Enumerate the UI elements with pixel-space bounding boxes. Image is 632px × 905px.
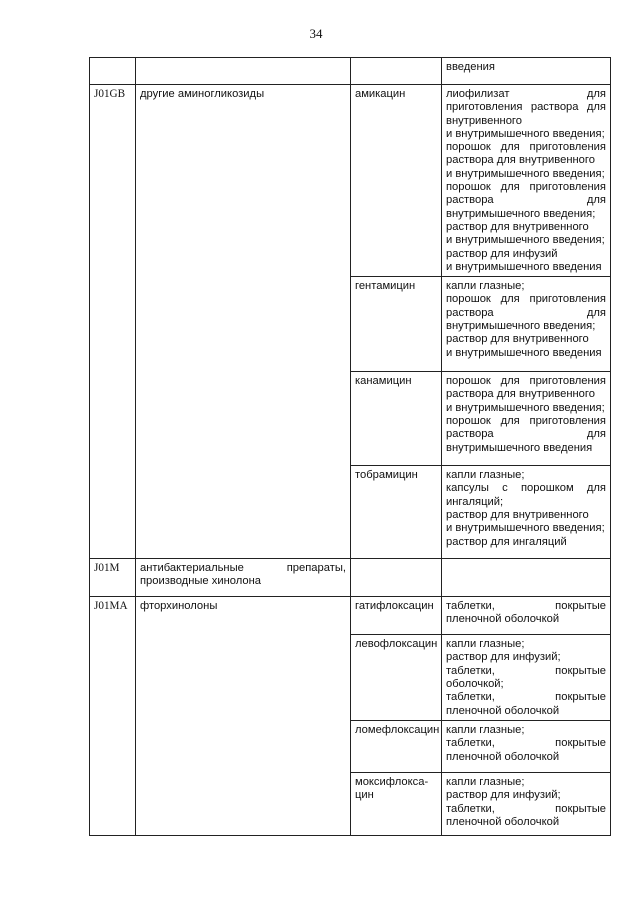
atc-code-cell: J01MA [90, 597, 136, 836]
group-name-cell [136, 58, 351, 85]
dosage-form-line: раствор для инфузий; [446, 789, 561, 802]
dosage-form-line: порошок для приготовления раствора для внутривенного [446, 375, 606, 401]
dosage-form-line: порошок для приготовления раствора для внутримышечного введения [446, 415, 606, 454]
drug-name-cell: гентамицин [351, 277, 442, 372]
drug-name-cell: амикацин [351, 85, 442, 277]
dosage-form-line: раствор для внутривенного [446, 509, 589, 522]
table-row [90, 559, 611, 597]
page-number: 34 [309, 26, 323, 41]
drug-name-cell: канамицин [351, 372, 442, 466]
dosage-form-line: и внутримышечного введения; [446, 234, 605, 247]
dosage-form-line: и внутримышечного введения; [446, 522, 605, 535]
dosage-forms-cell [442, 372, 611, 466]
dosage-form-line: капли глазные; [446, 280, 525, 293]
dosage-form-line: и внутримышечного введения; [446, 127, 605, 140]
dosage-form-line: капли глазные; [446, 775, 525, 788]
dosage-form-line: и внутримышечного введения [446, 346, 602, 359]
dosage-forms-cell [442, 277, 611, 372]
dosage-form-line: и внутримышечного введения [446, 260, 602, 273]
dosage-form-line: введения [446, 61, 495, 73]
dosage-form-line: таблетки, покрытые пленочной оболочкой [446, 802, 606, 828]
dosage-form-line: раствор для внутривенного [446, 220, 589, 233]
atc-code-cell: J01M [90, 559, 136, 597]
dosage-form-line: порошок для приготовления раствора для внутривенного [446, 141, 606, 167]
drug-table [89, 57, 611, 836]
dosage-form-line: таблетки, покрытые пленочной оболочкой [446, 737, 606, 763]
drug-name-cell: гатифлоксацин [351, 597, 442, 635]
dosage-form-line: раствор для внутривенного [446, 333, 589, 346]
dosage-forms-cell [442, 559, 611, 597]
table-row [90, 597, 611, 635]
drug-name-cell: левофлоксацин [351, 635, 442, 721]
dosage-forms-cell [442, 772, 611, 835]
dosage-form-line: капли глазные; [446, 638, 525, 651]
dosage-form-line: таблетки, покрытые оболочкой; [446, 664, 606, 691]
dosage-forms-cell [442, 85, 611, 277]
dosage-form-line: раствор для инфузий; [446, 651, 561, 664]
table-row [90, 58, 611, 85]
dosage-form-line: капсулы с порошком для ингаляций; [446, 482, 606, 508]
dosage-form-line: порошок для приготовления раствора для внутримышечного введения; [446, 293, 606, 333]
drug-name-cell [351, 58, 442, 85]
dosage-forms-cell [442, 720, 611, 772]
dosage-form-line: таблетки, покрытые пленочной оболочкой [446, 600, 606, 626]
drug-name-cell: моксифлокса-цин [351, 772, 442, 835]
group-name-cell: фторхинолоны [136, 597, 351, 836]
dosage-forms-cell [442, 597, 611, 635]
atc-code-cell [90, 58, 136, 85]
drug-name-cell: тобрамицин [351, 466, 442, 559]
dosage-form-line: капли глазные; [446, 723, 525, 736]
dosage-form-line: капли глазные; [446, 469, 525, 482]
group-name-cell: другие аминогликозиды [136, 85, 351, 559]
drug-name-cell: ломефлоксацин [351, 720, 442, 772]
dosage-form-line: порошок для приготовления раствора для внутримышечного введения; [446, 181, 606, 220]
table-row [90, 85, 611, 277]
drug-name-cell [351, 559, 442, 597]
group-name-cell: антибактериальные препараты, производные хинолона [136, 559, 351, 597]
dosage-forms-cell [442, 58, 611, 85]
dosage-forms-cell [442, 635, 611, 721]
dosage-form-line: раствор для ингаляций [446, 535, 567, 548]
dosage-form-line: лиофилизат для приготовления раствора для внутривенного [446, 88, 606, 127]
atc-code-cell: J01GB [90, 85, 136, 559]
dosage-form-line: и внутримышечного введения; [446, 167, 605, 180]
dosage-form-line: и внутримышечного введения; [446, 401, 605, 414]
dosage-forms-cell [442, 466, 611, 559]
dosage-form-line: раствор для инфузий [446, 247, 558, 260]
dosage-form-line: таблетки, покрытые пленочной оболочкой [446, 691, 606, 717]
